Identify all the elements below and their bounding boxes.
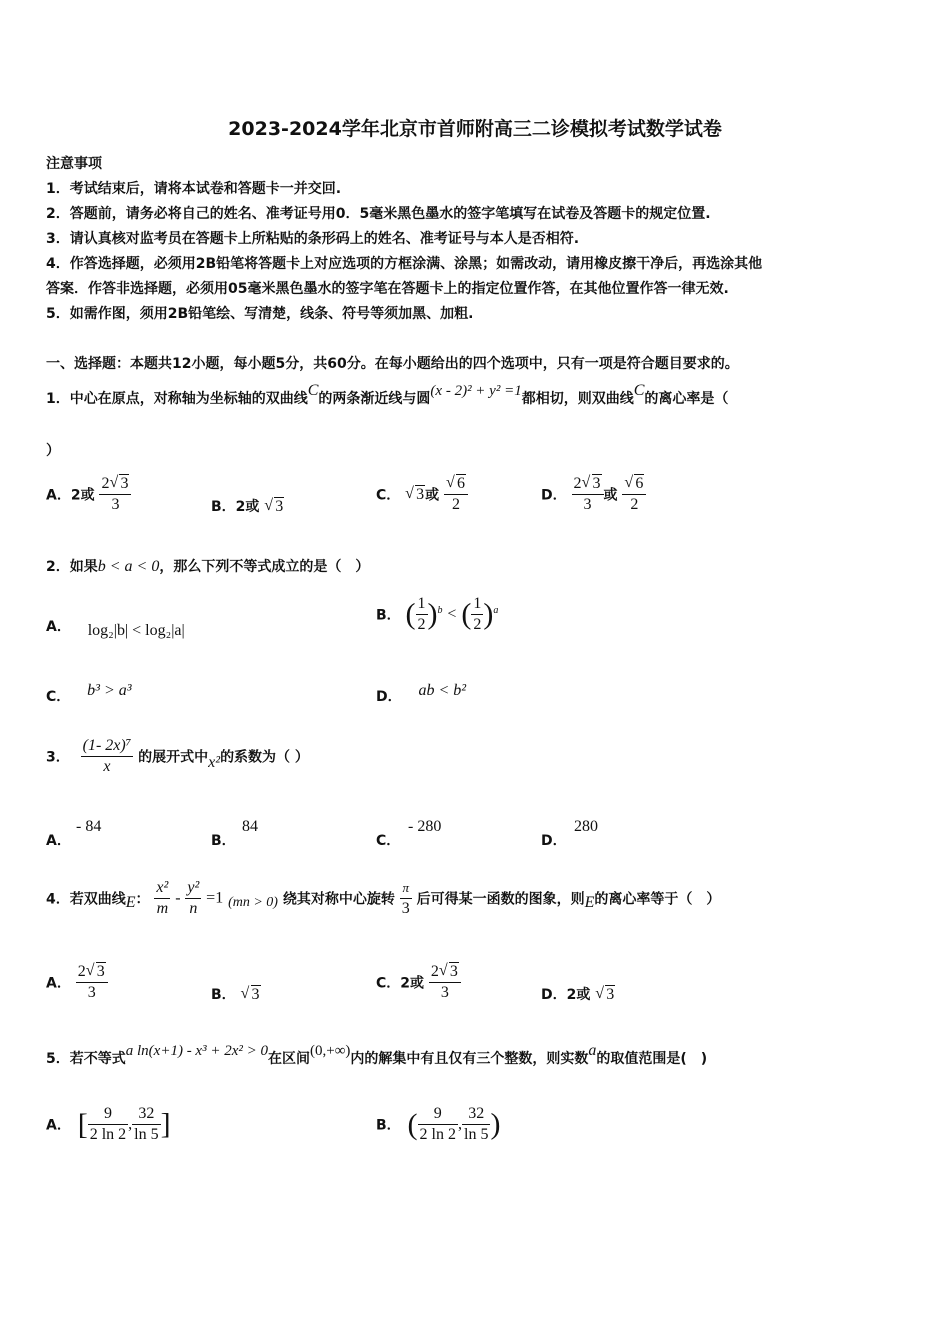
section-heading: 一、选择题：本题共12小题，每小题5分，共60分。在每小题给出的四个选项中，只有一项是符合题目要求的。 [46,356,739,372]
sqrt-3: √ 3 [264,498,284,516]
log-expression: log₂|b| < log₂|a| [87,622,185,639]
page-title: 2023-2024学年北京市首师附高三二诊模拟考试数学试卷 [228,118,722,140]
fraction: $\frac{\text{(1- 2x)⁷}}{x}$ [82,737,132,775]
inequality: a ln(x+1) - x³ + 2x² > 0 [125,1043,268,1059]
circle-equation: (x - 2)² + y² =1 [430,383,522,399]
notice-item: 答案．作答非选择题，必须用05毫米黑色墨水的签字笔在答题卡上的指定位置作答，在其他位置作答一律无效. [46,281,729,297]
product-inequality: ab < b² [418,682,467,699]
interval: (0,+∞) [310,1043,351,1059]
q1-option-a: A．2或 $\frac{2√ 3}{3}$ [46,474,131,515]
notice-item: 5．如需作图，须用2B铅笔绘、写清楚，线条、符号等须加黑、加粗. [46,306,474,322]
notice-item: 1．考试结束后，请将本试卷和答题卡一并交回. [46,181,342,197]
cube-inequality: b³ > a³ [87,682,132,699]
notice-item: 3．请认真核对监考员在答题卡上所粘贴的条形码上的姓名、准考证号与本人是否相符. [46,231,580,247]
condition: b < a < 0 [97,558,160,575]
fraction: $\frac{32}{\ln 5}$ [134,1105,159,1143]
question-2: 2．如果b < a < 0，那么下列不等式成立的是（ ） [46,558,370,575]
q2-option-a: A． log₂|b| < log₂|a| [46,619,185,639]
fraction: $\frac{\text{x²}}{m}$ [156,879,169,917]
fraction: $\frac{2√ 3}{3}$ [99,474,131,515]
q1-option-b: B．2或 √ 3 [211,496,284,516]
fraction: $\frac{2√ 3}{3}$ [572,474,604,515]
fraction: $\frac{9}{2 \ln 2}$ [419,1105,456,1143]
fraction: $\frac{2√ 3}{3}$ [76,962,108,1003]
q1-option-d: D． $\frac{2√ 3}{3}$ 或 √ $\frac{6}{2}$ [541,474,646,515]
sqrt-3: √ 3 [241,986,261,1004]
symbol-C: C [633,382,645,399]
question-1: 1．中心在原点，对称轴为坐标轴的双曲线C的两条渐近线与圆(x - 2)² + y² =1都相切，则双曲线C的离心率是（ [46,382,729,407]
fraction: $\frac{\pi}{3}$ [401,880,410,917]
sqrt-3: √ 3 [405,486,425,504]
fraction: $\frac{\text{y²}}{n}$ [187,879,200,917]
fraction: $\frac{9}{2 \ln 2}$ [89,1105,127,1143]
fraction: $\frac{2√ 3}{3}$ [429,962,461,1003]
q4-option-c: C．2或 $\frac{2√ 3}{3}$ [376,962,461,1003]
symbol-C: C [307,382,319,399]
question-4: 4．若双曲线E： $\frac{\text{x²}}{m}$ - $\frac{\text{y²}}{n}$ =1 (mn > 0) 绕其对称中心旋转 $\frac{\pi}{3}$ 后可得某一函数的图象，则E的离心率等于（ ） [46,879,721,917]
q2-option-d: D． ab < b² [376,682,467,705]
x-squared: x² [208,753,221,771]
q1-option-c: C． √ 3或 √ $\frac{6}{2}$ [376,474,468,515]
notice-item: 2．答题前，请务必将自己的姓名、准考证号用0．5毫米黑色墨水的签字笔填写在试卷及答题卡的规定位置. [46,206,711,222]
sqrt-3: √ 3 [595,986,615,1004]
q5-option-a: A． [ $\frac{9}{2 \ln 2}$ , $\frac{32}{\ln 5}$ ] [46,1105,171,1143]
fraction: √ $\frac{6}{2}$ [444,474,468,515]
q2-option-c: C． b³ > a³ [46,682,132,705]
notice-item: 4．作答选择题，必须用2B铅笔将答题卡上对应选项的方框涂满、涂黑；如需改动，请用橡皮擦干净后，再选涂其他 [46,256,763,272]
question-3: 3． $\frac{\text{(1- 2x)⁷}}{x}$ 的展开式中x²的系数为（ ） [46,737,309,775]
question-1-close: ） [46,443,60,459]
q4-option-d: D．2或 √ 3 [541,984,615,1004]
fraction: $\frac{32}{\ln 5}$ [464,1105,489,1143]
question-5: 5．若不等式a ln(x+1) - x³ + 2x² > 0在区间(0,+∞)内的解集中有且仅有三个整数，则实数a的取值范围是( ) [46,1042,708,1067]
fraction: $\frac{1}{2}$ [473,595,482,633]
q5-option-b: B． ( $\frac{9}{2 \ln 2}$ , $\frac{32}{\ln 5}$ ) [376,1105,501,1143]
q4-option-b: B． √ 3 [211,984,261,1004]
q2-option-b: B． ( $\frac{1}{2}$ )$^b$ < ( $\frac{1}{2}$ )$^a$ [376,595,499,633]
exam-page: 2023-2024学年北京市首师附高三二诊模拟考试数学试卷 注意事项 1．考试结束后，请将本试卷和答题卡一并交回. 2．答题前，请务必将自己的姓名、准考证号用0．5毫米黑色墨水的签字笔填写在试卷及答题卡的规定位置. 3．请认真核对监考员在答题卡上所粘贴的条形码上的姓名、准考证号与本人是否相符. 4．作答选择题，必须用2B铅笔将答题卡上对应选项的方框涂满、涂黑；如需改动，请用橡皮擦干净后，再选涂其他 答案．作答非选择题，必须用05毫米黑色墨水的签字笔在答题卡上的指定位置作答，在其他位置作答一律无效. 5．如需作图，须用2B铅笔绘、写清楚，线条、符号等须加黑、加粗. 一、选择题：本题共12小题，每小题5分，共60分。在每小题给出的四个选项中，只有一项是符合题目要求的。 1．中心在原点，对称轴为坐标轴的双曲线C的两条渐近线与圆(x - 2)² + y² =1都相切，则双曲线C的离心率是（ ） A．2或 $\frac{2√ 3}{3}$ B．2或 √ 3 C． √ 3或 √ $\frac{6}{2}$ D． $\frac{2√ 3}{3}$ 或 √ $\frac{6}{2}$ 2．如果b < a < 0，那么下列不等式成立的是（ ） A． log₂|b| < log₂|a| B． ( $\frac{1}{2}$ )$^b$ < ( $\frac{1}{2}$ )$^a$ C． b³ > a³ D． ab < b² 3． $\frac{\text{(1- 2x)⁷}}{x}$ 的展开式中x²的系数为（ ） A． - 84 B． 84 C． - 280 D． 280 4．若双曲线E： $\frac{\text{x²}}{m}$ - $\frac{\text{y²}}{n}$ =1 (mn > 0) 绕其对称中心旋转 $\frac{\pi}{3}$ 后可得某一函数的图象，则E的离心率等于（ ） A． $\frac{2√ 3}{3}$ B． √ 3 C．2或 $\frac{2√ 3}{3}$ D．2或 √ 3 5．若不等式a ln(x+1) - x³ + 2x² > 0在区间(0,+∞)内的解集中有且仅有三个整数，则实数a的取值范围是( ) A． [ $\frac{9}{2 \ln 2}$ , $\frac{32}{\ln 5}$ ] B． ( $\frac{9}{2 \ln 2}$ , $\frac{32}{\ln 5}$ ) [0,0,950,1344]
q4-option-a: A． $\frac{2√ 3}{3}$ [46,962,108,1003]
fraction: √ $\frac{6}{2}$ [622,474,646,515]
notice-heading: 注意事项 [46,156,102,172]
fraction: $\frac{1}{2}$ [417,595,426,633]
